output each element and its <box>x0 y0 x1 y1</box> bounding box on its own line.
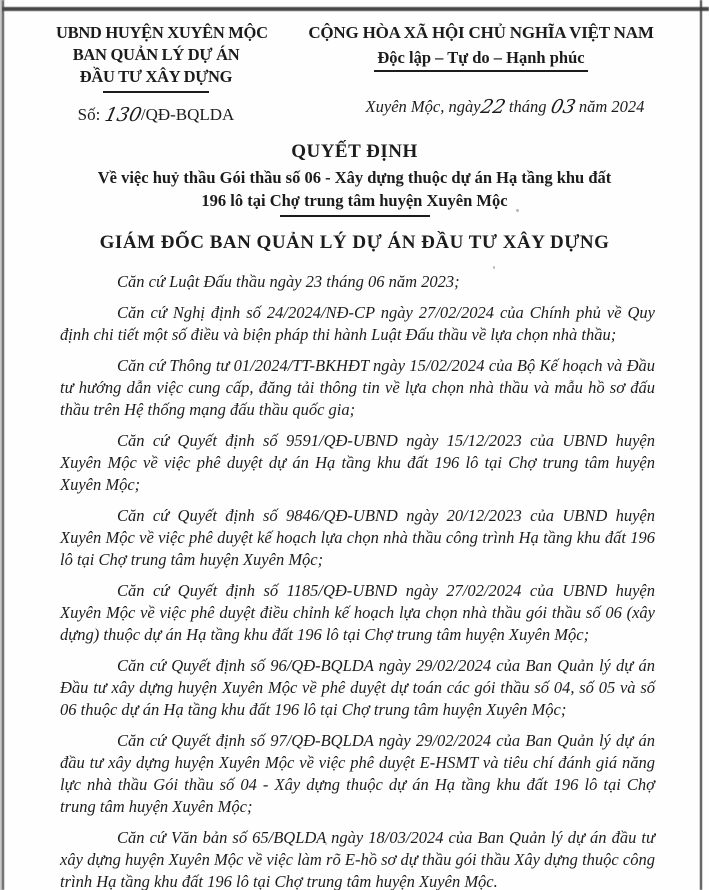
issuing-org-block <box>56 22 268 126</box>
handwritten-day: 22 <box>478 96 508 118</box>
national-header-block <box>301 22 661 125</box>
decision-subtitle-line2: 196 lô tại Chợ trung tâm huyện Xuyên Mộc <box>201 191 508 210</box>
legal-basis-paragraph: Căn cứ Văn bản số 65/BQLDA ngày 18/03/2024 của Ban Quản lý dự án đầu tư xây dựng huyện Xuyên Mộc về việc làm rõ E-hồ sơ dự thầu gói thầu Xây dựng thuộc công trình Hạ tầng khu đất 196 lô tại Chợ trung tâm huyện Xuyên Mộc. <box>60 828 655 890</box>
legal-basis-paragraph: Căn cứ Quyết định số 97/QĐ-BQLDA ngày 29/02/2024 của Ban Quản lý dự án đầu tư xây dựng huyện Xuyên Mộc về việc phê duyệt E-HSMT và tiêu chí đánh giá năng lực nhà thầu Gói thầu số 04 - Xây dựng thuộc dự án Hạ tầng khu đất 196 lô tại Chợ trung tâm huyện Xuyên Mộc; <box>60 731 655 816</box>
legal-basis-paragraph: Căn cứ Quyết định số 1185/QĐ-UBND ngày 27/02/2024 của UBND huyện Xuyên Mộc về việc phê duyệt điều chỉnh kế hoạch lựa chọn nhà thầu gói thầu số 06 (xây dựng) thuộc dự án Hạ tầng khu đất 196 lô tại Chợ trung tâm huyện Xuyên Mộc; <box>60 581 655 644</box>
date-prefix: Xuyên Mộc, ngày <box>365 97 481 116</box>
org-underline <box>103 91 209 93</box>
decision-title: QUYẾT ĐỊNH <box>291 141 418 162</box>
date-line <box>325 97 685 117</box>
doc-number-label: Số: <box>77 105 101 124</box>
national-motto-line2: Độc lập – Tự do – Hạnh phúc <box>374 47 587 72</box>
document-number <box>56 105 256 125</box>
org-line-2: BAN QUẢN LÝ DỰ ÁN <box>72 45 240 64</box>
doc-number-handwritten: 130 <box>102 104 144 126</box>
legal-basis-section <box>60 271 655 890</box>
handwritten-month: 03 <box>548 96 578 118</box>
org-line-1: UBND HUYỆN XUYÊN MỘC <box>56 23 268 42</box>
doc-number-suffix: /QĐ-BQLDA <box>140 105 235 124</box>
legal-basis-paragraph: Căn cứ Quyết định số 9846/QĐ-UBND ngày 20/12/2023 của UBND huyện Xuyên Mộc về việc phê duyệt kế hoạch lựa chọn nhà thầu công trình Hạ tầng khu đất 196 lô tại Chợ trung tâm huyện Xuyên Mộc; <box>60 506 655 569</box>
legal-basis-paragraph: Căn cứ Quyết định số 96/QĐ-BQLDA ngày 29/02/2024 của Ban Quản lý dự án Đầu tư xây dựng huyện Xuyên Mộc về phê duyệt dự toán các gói thầu số 04, số 05 và số 06 thuộc dự án Hạ tầng khu đất 196 lô tại Chợ trung tâm huyện Xuyên Mộc; <box>60 656 655 719</box>
decision-subtitle <box>0 166 709 212</box>
subtitle-underline <box>280 215 430 217</box>
decision-subtitle-line1: Về việc huỷ thầu Gói thầu số 06 - Xây dựng thuộc dự án Hạ tầng khu đất <box>97 168 612 187</box>
legal-basis-paragraph: Căn cứ Luật Đấu thầu ngày 23 tháng 06 năm 2023; <box>117 272 460 291</box>
national-motto-line1: CỘNG HÒA XÃ HỘI CHỦ NGHĨA VIỆT NAM <box>308 23 654 42</box>
authority-title: GIÁM ĐỐC BAN QUẢN LÝ DỰ ÁN ĐẦU TƯ XÂY DỰNG <box>99 232 610 253</box>
legal-basis-paragraph: Căn cứ Thông tư 01/2024/TT-BKHĐT ngày 15/02/2024 của Bộ Kế hoạch và Đầu tư hướng dẫn việc cung cấp, đăng tải thông tin về lựa chọn nhà thầu và mẫu hồ sơ đấu thầu trên Hệ thống mạng đấu thầu quốc gia; <box>60 356 655 419</box>
legal-basis-paragraph: Căn cứ Nghị định số 24/2024/NĐ-CP ngày 27/02/2024 của Chính phủ về Quy định chi tiết một số điều và biện pháp thi hành Luật Đấu thầu về lựa chọn nhà thầu; <box>60 303 655 344</box>
title-block <box>0 140 709 255</box>
org-line-3: ĐẦU TƯ XÂY DỰNG <box>79 67 233 86</box>
date-suffix: năm 2024 <box>578 97 645 116</box>
legal-basis-paragraph: Căn cứ Quyết định số 9591/QĐ-UBND ngày 15/12/2023 của UBND huyện Xuyên Mộc về việc phê duyệt dự án Hạ tầng khu đất 196 lô tại Chợ trung tâm huyện Xuyên Mộc; <box>60 431 655 494</box>
date-mid: tháng <box>508 97 547 116</box>
document-header <box>0 22 709 125</box>
